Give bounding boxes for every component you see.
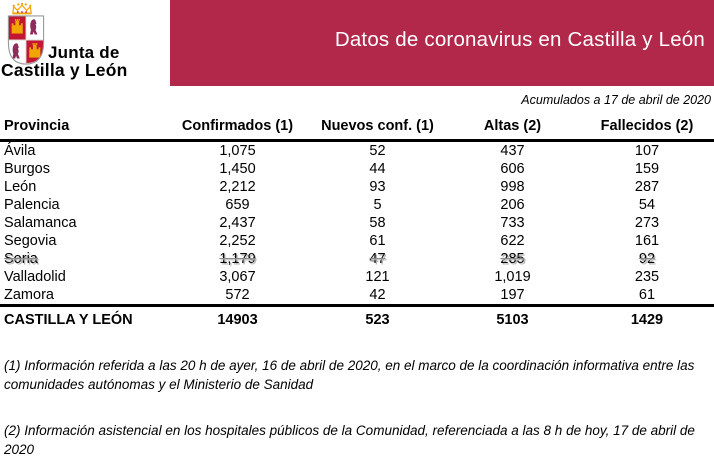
total-altas: 5103 [445, 306, 580, 331]
table-row [0, 160, 714, 178]
cell-nuevos: 52 [369, 143, 386, 159]
page-header [0, 0, 714, 86]
cell-nuevos: 58 [369, 215, 386, 231]
total-row [0, 306, 714, 331]
cell-confirmados: 3,067 [219, 269, 256, 285]
cell-nuevos: 121 [365, 269, 390, 285]
cell-confirmados: 572 [225, 287, 250, 303]
cell-provincia: Soria [4, 251, 38, 267]
cell-fallecidos: 107 [634, 143, 660, 159]
cell-nuevos: 47 [369, 251, 386, 267]
junta-logo [0, 0, 170, 86]
cell-fallecidos: 161 [634, 233, 660, 249]
cell-nuevos: 44 [369, 161, 386, 177]
cell-fallecidos: 159 [634, 161, 660, 177]
cell-fallecidos: 235 [634, 269, 660, 285]
table-row [0, 141, 714, 161]
total-nuevos: 523 [310, 306, 445, 331]
logo-text-line2: Castilla y León [1, 60, 128, 80]
cell-fallecidos: 54 [638, 197, 656, 213]
table-row [0, 286, 714, 306]
lion-glyph [12, 43, 19, 58]
cell-provincia: Valladolid [4, 269, 66, 285]
cell-provincia: Ávila [4, 143, 36, 159]
total-fallecidos: 1429 [580, 306, 714, 331]
cell-altas: 733 [500, 215, 525, 231]
table-row [0, 178, 714, 196]
crown-icon [10, 2, 34, 15]
cell-provincia: Salamanca [4, 215, 77, 231]
total-confirmados: 14903 [165, 306, 310, 331]
cell-nuevos: 93 [369, 179, 386, 195]
cell-nuevos: 61 [369, 233, 386, 249]
col-header-nuevos: Nuevos conf. (1) [310, 116, 445, 141]
col-header-altas: Altas (2) [445, 116, 580, 141]
page-title: Datos de coronavirus en Castilla y León [334, 27, 705, 51]
cell-altas: 998 [500, 179, 525, 195]
cell-fallecidos: 92 [638, 251, 656, 267]
col-header-confirmados: Confirmados (1) [165, 116, 310, 141]
cell-altas: 285 [500, 251, 525, 267]
cell-altas: 206 [500, 197, 525, 213]
cell-nuevos: 5 [373, 197, 382, 213]
cell-provincia: Burgos [4, 161, 50, 177]
cell-provincia: Palencia [4, 197, 60, 213]
table-row [0, 214, 714, 232]
cell-fallecidos: 61 [638, 287, 656, 303]
table-row [0, 232, 714, 250]
shield-icon [7, 15, 45, 65]
cell-provincia: Zamora [4, 287, 54, 303]
total-label: CASTILLA Y LEÓN [0, 306, 165, 331]
table-row [0, 268, 714, 286]
table-footer [0, 306, 714, 331]
cell-altas: 437 [500, 143, 525, 159]
cell-altas: 197 [500, 287, 525, 303]
header-row [0, 116, 714, 141]
cell-altas: 606 [500, 161, 525, 177]
subtitle-date: Acumulados a 17 de abril de 2020 [521, 93, 711, 107]
covid-data-table [0, 116, 714, 330]
cell-confirmados: 1,450 [219, 161, 256, 177]
logo-text-line1: Junta de [48, 43, 120, 62]
title-banner [170, 0, 714, 86]
cell-provincia: León [4, 179, 37, 195]
table-header [0, 116, 714, 141]
col-header-provincia: Provincia [0, 116, 165, 141]
cell-fallecidos: 273 [634, 215, 660, 231]
col-header-fallecidos: Fallecidos (2) [580, 116, 714, 141]
cell-altas: 622 [500, 233, 525, 249]
cell-provincia: Segovia [4, 233, 57, 249]
footnote-2: (2) Información asistencial en los hospitales públicos de la Comunidad, referenciada a las 8 h de hoy, 17 de abril de 2020 [4, 422, 695, 457]
cell-confirmados: 1,179 [219, 251, 256, 267]
cell-confirmados: 1,075 [219, 143, 256, 159]
footnote-1: (1) Información referida a las 20 h de ayer, 16 de abril de 2020, en el marco de la coordinación informativa entre las comunidades autónomas y el Ministerio de Sanidad [4, 358, 695, 392]
cell-confirmados: 2,252 [219, 233, 256, 249]
cell-confirmados: 659 [225, 197, 250, 213]
cell-altas: 1,019 [494, 269, 531, 285]
cell-confirmados: 2,437 [219, 215, 256, 231]
cell-fallecidos: 287 [634, 179, 660, 195]
footnotes [0, 357, 714, 460]
table-row [0, 250, 714, 268]
cell-confirmados: 2,212 [219, 179, 256, 195]
cell-nuevos: 42 [369, 287, 386, 303]
table-row [0, 196, 714, 214]
table-body [0, 141, 714, 306]
